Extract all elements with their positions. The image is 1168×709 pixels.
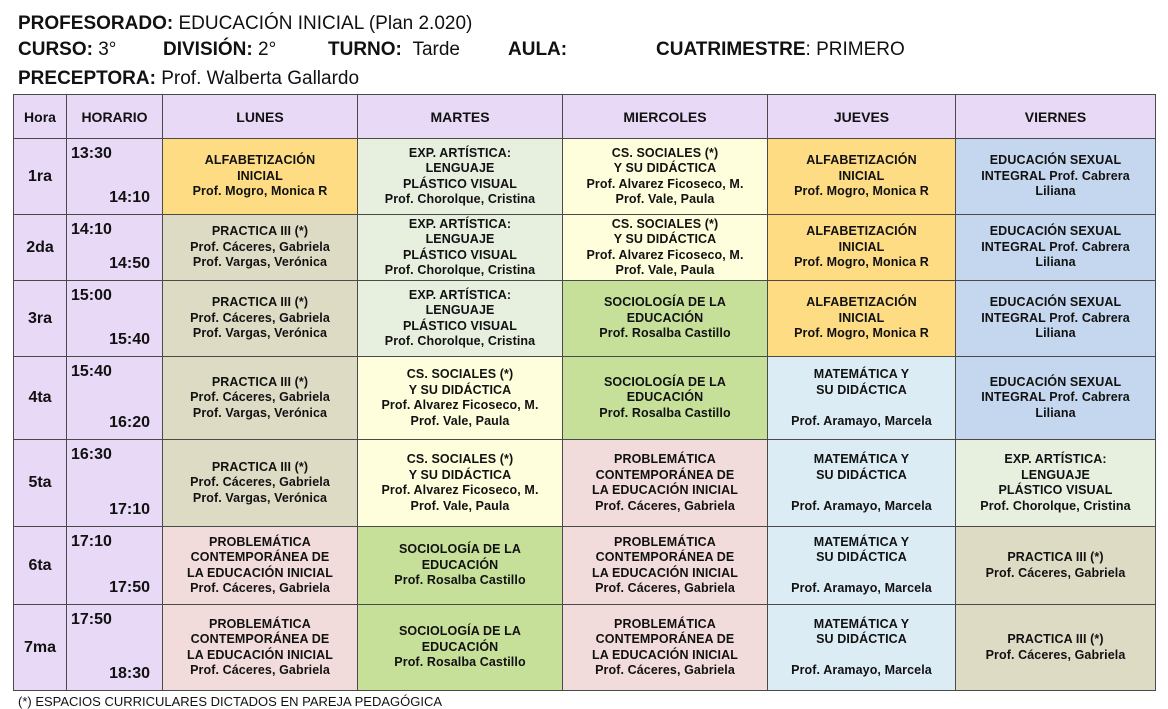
class-line: SOCIOLOGÍA DE LA	[604, 295, 726, 310]
class-line: MATEMÁTICA Y	[813, 616, 910, 631]
class-line: EXP. ARTÍSTICA:	[1004, 452, 1107, 466]
class-cell-jueves	[768, 281, 956, 357]
curso-label: CURSO:	[18, 39, 93, 60]
class-line: PRACTICA III (*)	[1007, 550, 1104, 564]
class-cell-miercoles	[563, 440, 768, 527]
column-header-lunes: LUNES	[163, 95, 358, 139]
class-line: Prof. Rosalba Castillo	[394, 573, 526, 588]
class-line: EDUCACIÓN	[626, 390, 704, 405]
class-line: Prof. Mogro, Monica R	[192, 184, 328, 199]
class-line: Prof. Chorolque, Cristina	[384, 263, 536, 277]
class-line: LENGUAJE	[425, 232, 495, 246]
header-course-info	[18, 39, 1158, 63]
preceptora-value: Prof. Walberta Gallardo	[161, 68, 360, 89]
start-time: 15:00	[71, 287, 112, 304]
class-line: Prof. Vargas, Verónica	[192, 326, 328, 341]
class-line: Liliana	[1035, 326, 1076, 341]
class-cell-martes	[358, 357, 563, 440]
class-line: MATEMÁTICA Y	[813, 452, 910, 466]
class-line: PRACTICA III (*)	[1007, 632, 1104, 646]
end-time: 15:40	[109, 331, 150, 348]
class-line	[768, 483, 955, 499]
hora-cell: 2da	[14, 215, 67, 281]
class-line: CS. SOCIALES (*)	[611, 216, 719, 231]
class-line: Prof. Vale, Paula	[410, 413, 510, 428]
class-line: Liliana	[1035, 184, 1076, 199]
column-header-martes: MARTES	[358, 95, 563, 139]
class-line: PROBLEMÁTICA	[209, 616, 311, 631]
class-line: PRACTICA III (*)	[211, 224, 309, 239]
class-cell-jueves	[768, 357, 956, 440]
class-line: CS. SOCIALES (*)	[611, 145, 719, 160]
class-line: EXP. ARTÍSTICA:	[408, 145, 512, 160]
class-line: Prof. Cáceres, Gabriela	[190, 310, 330, 325]
class-line: ALFABETIZACIÓN	[806, 153, 917, 168]
class-line: Prof. Vargas, Verónica	[192, 405, 328, 420]
class-cell-miercoles	[563, 527, 768, 605]
table-row	[14, 357, 1156, 440]
class-line: Prof. Vale, Paula	[615, 263, 715, 277]
class-cell-viernes	[956, 281, 1156, 357]
class-line: Prof. Alvarez Ficoseco, M.	[586, 176, 744, 191]
class-cell-martes	[358, 139, 563, 215]
class-line: LA EDUCACIÓN INICIAL	[187, 565, 333, 580]
class-line: Prof. Chorolque, Cristina	[384, 192, 536, 206]
division-label: DIVISIÓN:	[163, 39, 253, 60]
class-line: PLÁSTICO VISUAL	[998, 483, 1113, 497]
class-line: Prof. Vale, Paula	[410, 498, 510, 513]
table-row	[14, 605, 1156, 691]
class-line: EDUCACIÓN SEXUAL	[989, 295, 1122, 310]
class-line: Liliana	[1035, 255, 1076, 270]
class-line: LENGUAJE	[1021, 467, 1090, 482]
class-cell-jueves	[768, 440, 956, 527]
class-line: LA EDUCACIÓN INICIAL	[592, 647, 738, 662]
class-cell-lunes	[163, 215, 358, 281]
class-line: CONTEMPORÁNEA DE	[595, 550, 735, 564]
start-time: 14:10	[71, 221, 112, 238]
class-line: EXP. ARTÍSTICA:	[408, 216, 512, 231]
class-line: LENGUAJE	[425, 303, 495, 317]
class-cell-martes	[358, 605, 563, 691]
turno-label: TURNO:	[328, 39, 402, 60]
class-line: Prof. Cáceres, Gabriela	[190, 663, 330, 677]
class-line: Prof. Aramayo, Marcela	[791, 581, 932, 595]
end-time: 16:20	[109, 414, 150, 431]
class-line: EDUCACIÓN	[421, 639, 499, 654]
class-cell-jueves	[768, 527, 956, 605]
class-line: Prof. Cáceres, Gabriela	[190, 239, 330, 254]
class-cell-miercoles	[563, 281, 768, 357]
preceptora-label: PRECEPTORA:	[18, 68, 156, 89]
aula-label: AULA:	[508, 39, 568, 60]
class-line: Prof. Aramayo, Marcela	[791, 663, 932, 677]
class-line: Prof. Vargas, Verónica	[192, 490, 328, 505]
column-header-hora: Hora	[14, 95, 67, 139]
class-line: Liliana	[1035, 405, 1076, 420]
class-line: PROBLEMÁTICA	[614, 452, 716, 466]
class-cell-lunes	[163, 281, 358, 357]
class-line: Prof. Alvarez Ficoseco, M.	[381, 483, 539, 497]
horario-cell	[67, 527, 163, 605]
profesorado-value: EDUCACIÓN INICIAL (Plan 2.020)	[178, 13, 473, 34]
class-cell-jueves	[768, 215, 956, 281]
class-line: Prof. Vale, Paula	[615, 192, 715, 206]
class-line: Prof. Cáceres, Gabriela	[595, 581, 735, 595]
column-header-viernes: VIERNES	[956, 95, 1156, 139]
class-cell-miercoles	[563, 605, 768, 691]
class-cell-martes	[358, 215, 563, 281]
table-row	[14, 281, 1156, 357]
class-line: Y SU DIDÁCTICA	[408, 382, 512, 397]
class-line: PLÁSTICO VISUAL	[402, 247, 517, 262]
horario-cell	[67, 357, 163, 440]
class-line: SU DIDÁCTICA	[816, 382, 907, 397]
class-line: Prof. Cáceres, Gabriela	[190, 390, 330, 405]
class-line: Prof. Rosalba Castillo	[599, 405, 731, 420]
class-line: Prof. Mogro, Monica R	[794, 184, 929, 199]
class-line: PRACTICA III (*)	[211, 295, 309, 310]
class-line: PROBLEMÁTICA	[614, 534, 716, 549]
class-line: Prof. Cáceres, Gabriela	[985, 647, 1126, 662]
class-line: Y SU DIDÁCTICA	[613, 161, 717, 175]
class-line: INTEGRAL Prof. Cabrera	[981, 390, 1130, 405]
class-line: Prof. Cáceres, Gabriela	[190, 581, 330, 595]
class-line: SU DIDÁCTICA	[816, 467, 907, 482]
class-line: Prof. Cáceres, Gabriela	[190, 475, 330, 490]
class-cell-jueves	[768, 605, 956, 691]
class-line: PROBLEMÁTICA	[614, 616, 716, 631]
class-line: LA EDUCACIÓN INICIAL	[592, 565, 738, 580]
class-line: EDUCACIÓN SEXUAL	[989, 153, 1122, 168]
division-value: 2°	[258, 39, 277, 60]
class-line: PRACTICA III (*)	[211, 459, 309, 474]
class-line	[768, 398, 955, 414]
horario-cell	[67, 281, 163, 357]
curso-value: 3°	[98, 39, 117, 60]
horario-cell	[67, 440, 163, 527]
class-line: CONTEMPORÁNEA DE	[595, 632, 735, 646]
class-line: CONTEMPORÁNEA DE	[595, 467, 735, 482]
class-cell-lunes	[163, 527, 358, 605]
table-row	[14, 440, 1156, 527]
cuatrimestre-group	[656, 39, 905, 61]
class-line: LA EDUCACIÓN INICIAL	[592, 483, 738, 497]
class-cell-martes	[358, 527, 563, 605]
class-cell-jueves	[768, 139, 956, 215]
header-profesorado	[18, 13, 472, 35]
curso-group	[18, 39, 116, 61]
turno-value: Tarde	[412, 39, 460, 60]
class-line: Prof. Cáceres, Gabriela	[985, 565, 1126, 580]
end-time: 14:50	[109, 255, 150, 272]
division-group	[163, 39, 276, 61]
class-line: MATEMÁTICA Y	[813, 367, 910, 381]
start-time: 15:40	[71, 363, 112, 380]
class-line: Prof. Cáceres, Gabriela	[595, 498, 735, 513]
class-line	[768, 648, 955, 664]
class-cell-miercoles	[563, 215, 768, 281]
class-cell-viernes	[956, 357, 1156, 440]
class-line: Y SU DIDÁCTICA	[408, 467, 512, 482]
class-line: EDUCACIÓN	[626, 310, 704, 325]
horario-cell	[67, 139, 163, 215]
header-preceptora	[18, 68, 359, 90]
hora-cell: 5ta	[14, 440, 67, 527]
class-line: Prof. Rosalba Castillo	[599, 326, 731, 341]
end-time: 18:30	[109, 665, 150, 682]
class-line: PLÁSTICO VISUAL	[402, 176, 517, 191]
start-time: 13:30	[71, 145, 112, 162]
table-row	[14, 527, 1156, 605]
class-line: ALFABETIZACIÓN	[806, 224, 917, 239]
class-line: LENGUAJE	[425, 161, 495, 175]
class-line: EDUCACIÓN	[421, 557, 499, 572]
class-cell-martes	[358, 440, 563, 527]
turno-group	[328, 39, 460, 61]
class-line: ALFABETIZACIÓN	[806, 295, 917, 310]
class-line: Prof. Mogro, Monica R	[794, 326, 929, 341]
class-line: INTEGRAL Prof. Cabrera	[981, 310, 1130, 325]
class-cell-viernes	[956, 605, 1156, 691]
profesorado-label: PROFESORADO:	[18, 13, 174, 34]
column-header-horario: HORARIO	[67, 95, 163, 139]
class-line: CONTEMPORÁNEA DE	[190, 632, 330, 646]
class-line: EDUCACIÓN SEXUAL	[989, 224, 1122, 239]
class-cell-lunes	[163, 357, 358, 440]
class-line: Prof. Chorolque, Cristina	[980, 498, 1131, 513]
start-time: 16:30	[71, 446, 112, 463]
class-line: Prof. Alvarez Ficoseco, M.	[381, 398, 539, 412]
class-cell-lunes	[163, 139, 358, 215]
class-line: SU DIDÁCTICA	[816, 550, 907, 564]
end-time: 17:50	[109, 579, 150, 596]
class-line	[768, 566, 955, 582]
horario-cell	[67, 605, 163, 691]
class-line: INICIAL	[237, 168, 283, 183]
class-line: PROBLEMÁTICA	[209, 534, 311, 549]
class-cell-lunes	[163, 440, 358, 527]
class-line: Prof. Chorolque, Cristina	[384, 334, 536, 348]
hora-cell: 4ta	[14, 357, 67, 440]
class-cell-viernes	[956, 215, 1156, 281]
class-line: EDUCACIÓN SEXUAL	[989, 374, 1122, 389]
class-line: MATEMÁTICA Y	[813, 534, 910, 549]
class-line: EXP. ARTÍSTICA:	[408, 287, 512, 302]
class-line: Prof. Rosalba Castillo	[394, 655, 526, 670]
hora-cell: 3ra	[14, 281, 67, 357]
class-line: CONTEMPORÁNEA DE	[190, 550, 330, 564]
class-cell-miercoles	[563, 357, 768, 440]
hora-cell: 1ra	[14, 139, 67, 215]
column-header-miercoles: MIERCOLES	[563, 95, 768, 139]
table-header-row	[14, 95, 1156, 139]
schedule-table	[13, 94, 1156, 691]
class-line: CS. SOCIALES (*)	[406, 367, 514, 381]
class-line: LA EDUCACIÓN INICIAL	[187, 647, 333, 662]
class-line: INTEGRAL Prof. Cabrera	[981, 168, 1130, 183]
class-line: Prof. Aramayo, Marcela	[791, 413, 932, 428]
hora-cell: 7ma	[14, 605, 67, 691]
class-line: INICIAL	[838, 310, 885, 325]
column-header-jueves: JUEVES	[768, 95, 956, 139]
class-line: CS. SOCIALES (*)	[406, 452, 514, 466]
end-time: 17:10	[109, 501, 150, 518]
class-line: INICIAL	[838, 168, 885, 183]
table-row	[14, 215, 1156, 281]
class-cell-viernes	[956, 440, 1156, 527]
hora-cell: 6ta	[14, 527, 67, 605]
class-cell-viernes	[956, 527, 1156, 605]
class-cell-martes	[358, 281, 563, 357]
cuatrimestre-label: CUATRIMESTRE	[656, 39, 806, 60]
class-cell-viernes	[956, 139, 1156, 215]
aula-group	[508, 39, 567, 61]
class-line: Y SU DIDÁCTICA	[613, 232, 717, 246]
class-line: Prof. Alvarez Ficoseco, M.	[586, 247, 744, 262]
class-line: INICIAL	[838, 239, 885, 254]
class-line: SOCIOLOGÍA DE LA	[399, 624, 521, 639]
class-line: PRACTICA III (*)	[211, 374, 309, 389]
class-line: SOCIOLOGÍA DE LA	[604, 374, 726, 389]
class-line: ALFABETIZACIÓN	[204, 153, 316, 168]
class-line: INTEGRAL Prof. Cabrera	[981, 239, 1130, 254]
start-time: 17:50	[71, 611, 112, 628]
start-time: 17:10	[71, 533, 112, 550]
end-time: 14:10	[109, 189, 150, 206]
class-cell-lunes	[163, 605, 358, 691]
class-line: PLÁSTICO VISUAL	[402, 318, 517, 333]
class-line: SOCIOLOGÍA DE LA	[399, 542, 521, 557]
class-line: Prof. Mogro, Monica R	[794, 255, 929, 270]
class-line: SU DIDÁCTICA	[816, 632, 907, 646]
class-cell-miercoles	[563, 139, 768, 215]
table-row	[14, 139, 1156, 215]
class-line: Prof. Vargas, Verónica	[192, 255, 328, 270]
footnote: (*) ESPACIOS CURRICULARES DICTADOS EN PAREJA PEDAGÓGICA	[18, 694, 443, 709]
horario-cell	[67, 215, 163, 281]
cuatrimestre-value: : PRIMERO	[805, 39, 905, 60]
class-line: Prof. Aramayo, Marcela	[791, 498, 932, 513]
class-line: Prof. Cáceres, Gabriela	[595, 663, 735, 677]
